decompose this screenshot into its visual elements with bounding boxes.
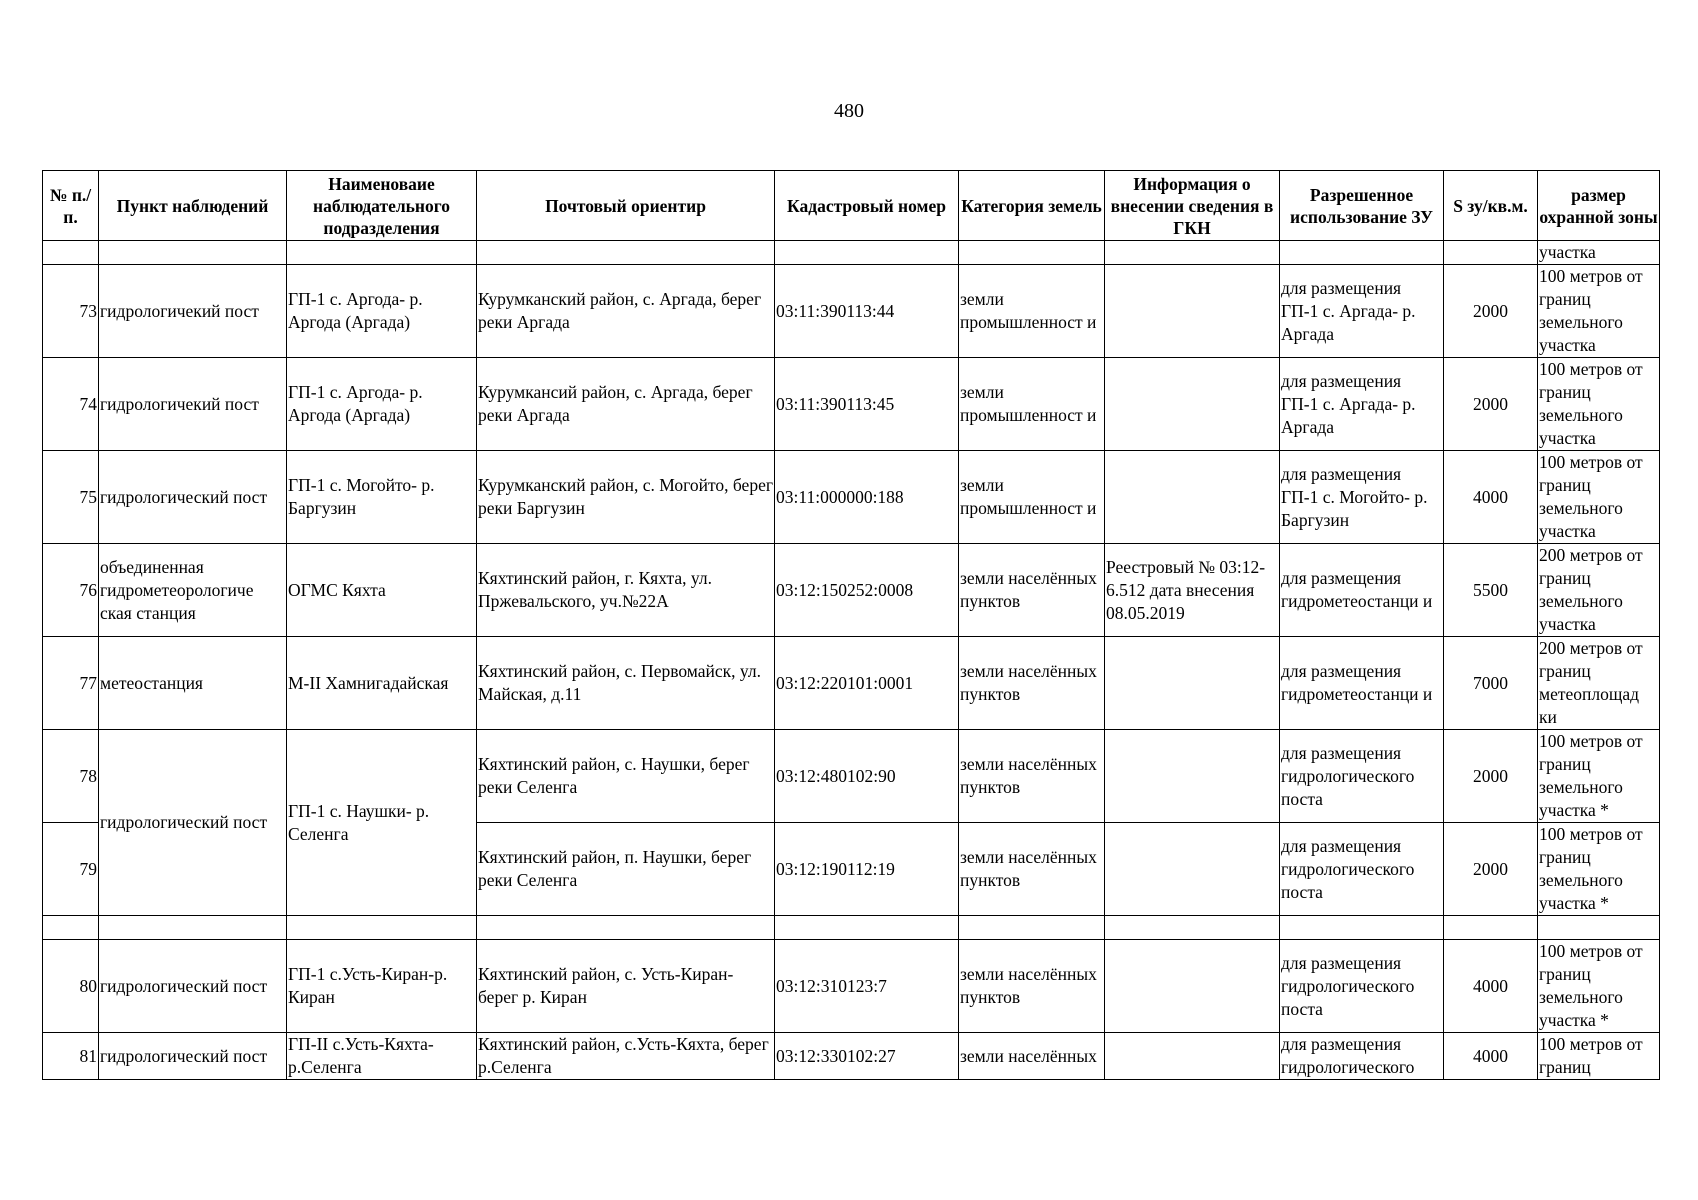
cell-gkn — [1105, 265, 1280, 358]
cell-use: для размещения ГП-1 с. Аргада- р. Аргада — [1280, 265, 1444, 358]
table-row — [43, 544, 1660, 637]
cell-use: для размещения гидрологического — [1280, 1033, 1444, 1080]
cell-address: Курумканский район, с. Могойто, берег реки Баргузин — [477, 451, 775, 544]
cell-zone: 200 метров от границ земельного участка — [1538, 544, 1660, 637]
header-category: Категория земель — [959, 171, 1105, 241]
cell-gkn — [1105, 730, 1280, 823]
cell-unit: ОГМС Кяхта — [287, 544, 477, 637]
cell-gkn — [1105, 637, 1280, 730]
cell-address: Кяхтинский район, с. Наушки, берег реки Селенга — [477, 730, 775, 823]
cell-point: гидрологический пост — [99, 1033, 287, 1080]
table-row — [43, 637, 1660, 730]
cell-category: земли населённых пунктов — [959, 637, 1105, 730]
cell-num: 74 — [43, 358, 99, 451]
cell-area: 2000 — [1444, 265, 1538, 358]
cell-point: гидрологический пост — [99, 940, 287, 1033]
cell-cadastral: 03:12:150252:0008 — [775, 544, 959, 637]
cell-use: для размещения ГП-1 с. Аргада- р. Аргада — [1280, 358, 1444, 451]
cell-address: Кяхтинский район, г. Кяхта, ул. Пржевальского, уч.№22А — [477, 544, 775, 637]
cell-use: для размещения гидрологического поста — [1280, 823, 1444, 916]
cell-point: метеостанция — [99, 637, 287, 730]
spacer-row — [43, 916, 1660, 940]
cell-gkn — [1105, 823, 1280, 916]
cell-num: 79 — [43, 823, 99, 916]
carryover-row — [43, 241, 1660, 265]
cell-zone: 100 метров от границ земельного участка — [1538, 358, 1660, 451]
cell-address: Курумкансий район, с. Аргада, берег реки Аргада — [477, 358, 775, 451]
cell-category: земли промышленност и — [959, 451, 1105, 544]
cell-cadastral: 03:12:190112:19 — [775, 823, 959, 916]
cell-cadastral: 03:11:000000:188 — [775, 451, 959, 544]
header-zone: размер охранной зоны — [1538, 171, 1660, 241]
cell-use: для размещения гидрометеостанци и — [1280, 544, 1444, 637]
cell-zone: 100 метров от границ земельного участка — [1538, 451, 1660, 544]
table-row — [43, 1033, 1660, 1080]
registry-table — [42, 170, 1660, 1080]
cell-zone: 100 метров от границ земельного участка * — [1538, 730, 1660, 823]
header-address: Почтовый ориентир — [477, 171, 775, 241]
table-row — [43, 940, 1660, 1033]
cell-point: гидрологический пост — [99, 451, 287, 544]
cell-num: 77 — [43, 637, 99, 730]
cell-gkn: Реестровый № 03:12-6.512 дата внесения 08.05.2019 — [1105, 544, 1280, 637]
cell-gkn — [1105, 940, 1280, 1033]
cell-cadastral: 03:11:390113:44 — [775, 265, 959, 358]
cell-unit: ГП-1 с. Аргода- р. Аргода (Аргада) — [287, 265, 477, 358]
cell-area: 2000 — [1444, 730, 1538, 823]
cell-area: 7000 — [1444, 637, 1538, 730]
cell-unit: ГП-II с.Усть-Кяхта- р.Селенга — [287, 1033, 477, 1080]
cell-zone: 100 метров от границ — [1538, 1033, 1660, 1080]
cell-use: для размещения гидрологического поста — [1280, 730, 1444, 823]
cell-cadastral: 03:11:390113:45 — [775, 358, 959, 451]
header-cadastral: Кадастровый номер — [775, 171, 959, 241]
cell-category: земли населённых пунктов — [959, 940, 1105, 1033]
cell-unit: ГП-1 с. Аргода- р. Аргода (Аргада) — [287, 358, 477, 451]
header-gkn: Информация о внесении сведения в ГКН — [1105, 171, 1280, 241]
cell-point-merged: гидрологический пост — [99, 730, 287, 916]
header-area: S зу/кв.м. — [1444, 171, 1538, 241]
cell-area: 2000 — [1444, 358, 1538, 451]
cell-num: 78 — [43, 730, 99, 823]
cell-num: 80 — [43, 940, 99, 1033]
cell-cadastral: 03:12:480102:90 — [775, 730, 959, 823]
table-row — [43, 451, 1660, 544]
cell-unit: ГП-1 с. Могойто- р. Баргузин — [287, 451, 477, 544]
header-num: № п./п. — [43, 171, 99, 241]
cell-address: Кяхтинский район, с. Первомайск, ул. Майская, д.11 — [477, 637, 775, 730]
cell-area: 4000 — [1444, 451, 1538, 544]
cell-zone: 100 метров от границ земельного участка * — [1538, 940, 1660, 1033]
cell-gkn — [1105, 451, 1280, 544]
cell-unit: ГП-1 с.Усть-Киран-р. Киран — [287, 940, 477, 1033]
cell-cadastral: 03:12:220101:0001 — [775, 637, 959, 730]
header-unit: Наименоваие наблюдательного подразделения — [287, 171, 477, 241]
cell-area: 4000 — [1444, 1033, 1538, 1080]
cell-point: гидрологичекий пост — [99, 265, 287, 358]
cell-zone: 200 метров от границ метеоплощад ки — [1538, 637, 1660, 730]
cell-cadastral: 03:12:310123:7 — [775, 940, 959, 1033]
cell-num: 76 — [43, 544, 99, 637]
cell-area: 2000 — [1444, 823, 1538, 916]
cell-use: для размещения ГП-1 с. Могойто- р. Баргузин — [1280, 451, 1444, 544]
cell-category: земли населённых — [959, 1033, 1105, 1080]
cell-gkn — [1105, 358, 1280, 451]
cell-category: земли промышленност и — [959, 265, 1105, 358]
cell-num: 75 — [43, 451, 99, 544]
page-number: 480 — [834, 100, 864, 122]
cell-unit-merged: ГП-1 с. Наушки- р. Селенга — [287, 730, 477, 916]
cell-address: Кяхтинский район, с. Усть-Киран- берег р. Киран — [477, 940, 775, 1033]
cell-unit: М-II Хамнигадайская — [287, 637, 477, 730]
cell-point: гидрологичекий пост — [99, 358, 287, 451]
header-use: Разрешенное использование ЗУ — [1280, 171, 1444, 241]
cell-category: земли населённых пунктов — [959, 730, 1105, 823]
cell-area: 5500 — [1444, 544, 1538, 637]
cell-cadastral: 03:12:330102:27 — [775, 1033, 959, 1080]
cell-address: Кяхтинский район, с.Усть-Кяхта, берег р.Селенга — [477, 1033, 775, 1080]
table-row — [43, 358, 1660, 451]
cell-address: Курумканский район, с. Аргада, берег реки Аргада — [477, 265, 775, 358]
cell-zone: 100 метров от границ земельного участка * — [1538, 823, 1660, 916]
table-row — [43, 265, 1660, 358]
cell-category: земли населённых пунктов — [959, 823, 1105, 916]
cell-num: 73 — [43, 265, 99, 358]
carryover-zone: участка — [1538, 241, 1660, 265]
cell-category: земли населённых пунктов — [959, 544, 1105, 637]
header-point: Пункт наблюдений — [99, 171, 287, 241]
cell-use: для размещения гидрометеостанци и — [1280, 637, 1444, 730]
cell-category: земли промышленност и — [959, 358, 1105, 451]
header-row — [43, 171, 1660, 241]
cell-num: 81 — [43, 1033, 99, 1080]
cell-point: объединенная гидрометеорологиче ская станция — [99, 544, 287, 637]
cell-gkn — [1105, 1033, 1280, 1080]
cell-use: для размещения гидрологического поста — [1280, 940, 1444, 1033]
cell-area: 4000 — [1444, 940, 1538, 1033]
table-row — [43, 730, 1660, 823]
cell-zone: 100 метров от границ земельного участка — [1538, 265, 1660, 358]
cell-address: Кяхтинский район, п. Наушки, берег реки Селенга — [477, 823, 775, 916]
